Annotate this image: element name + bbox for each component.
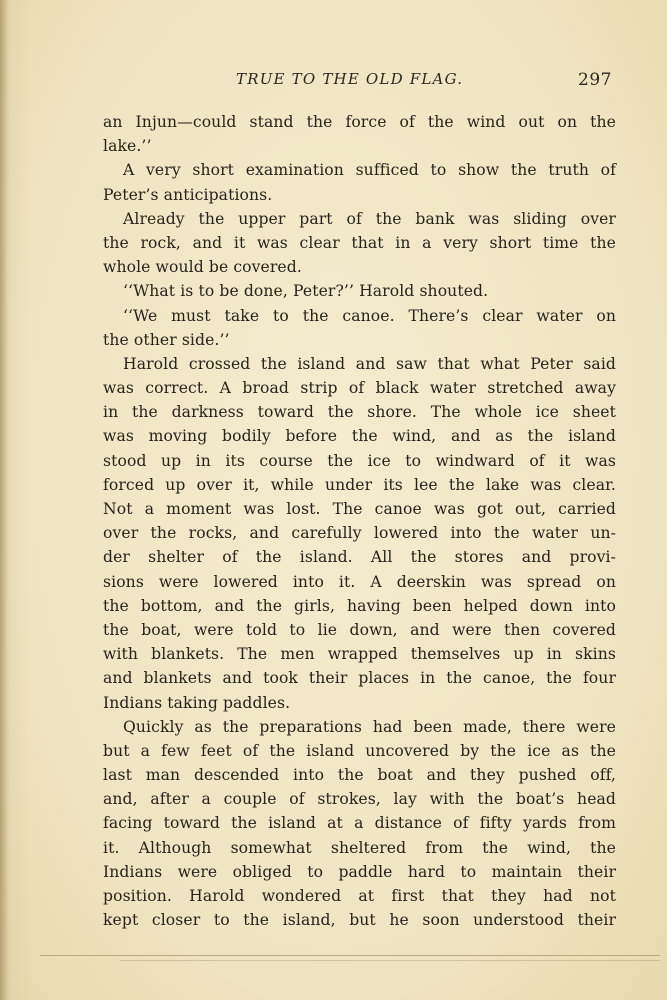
text-line: the bottom, and the girls, having been helped down into xyxy=(103,596,616,615)
text-line: in the darkness toward the shore. The whole ice sheet xyxy=(103,403,616,422)
text-line: ‘‘We must take to the canoe. There’s clear water on xyxy=(123,306,616,325)
text-line: the rock, and it was clear that in a very short time the xyxy=(103,233,616,252)
text-line: Already the upper part of the bank was sliding over xyxy=(123,209,616,228)
text-line: sions were lowered into it. A deerskin was spread on xyxy=(103,572,616,591)
text-line: and blankets and took their places in the canoe, the four xyxy=(103,669,616,688)
text-line: facing toward the island at a distance of fifty yards from xyxy=(103,814,616,833)
text-line: stood up in its course the ice to windward of it was xyxy=(103,451,616,470)
text-line: was correct. A broad strip of black water stretched away xyxy=(103,379,616,398)
text-line: the other side.’’ xyxy=(103,330,230,349)
text-line: an Injun—could stand the force of the wind out on the xyxy=(103,113,616,131)
text-line: with blankets. The men wrapped themselves up in skins xyxy=(103,645,616,664)
text-line: over the rocks, and carefully lowered into the water un- xyxy=(103,524,616,543)
running-title: TRUE TO THE OLD FLAG. xyxy=(236,70,464,88)
body-text xyxy=(103,110,616,932)
text-line: Not a moment was lost. The canoe was got out, carried xyxy=(103,500,616,518)
text-line: der shelter of the island. All the stores and provi- xyxy=(103,548,616,567)
bottom-page-rule xyxy=(40,955,660,956)
text-line: kept closer to the island, but he soon understood their xyxy=(103,911,616,930)
page-number: 297 xyxy=(578,70,612,90)
text-line: it. Although somewhat sheltered from the wind, the xyxy=(103,838,616,857)
page-gutter-shadow xyxy=(0,0,8,1000)
text-line: was moving bodily before the wind, and as the island xyxy=(103,427,616,446)
text-line: Indians were obliged to paddle hard to maintain their xyxy=(103,862,616,881)
text-line: Peter’s anticipations. xyxy=(103,185,273,204)
text-line: Harold crossed the island and saw that what Peter said xyxy=(123,354,616,373)
text-line: A very short examination sufficed to show the truth of xyxy=(123,161,616,180)
text-line: lake.’’ xyxy=(103,137,152,156)
text-line: and, after a couple of strokes, lay with the boat’s head xyxy=(103,790,616,809)
bottom-page-rule-faint xyxy=(120,960,660,961)
text-line: position. Harold wondered at first that they had not xyxy=(103,887,616,905)
text-line: Quickly as the preparations had been made, there were xyxy=(123,717,616,736)
text-line: last man descended into the boat and they pushed off, xyxy=(103,766,616,785)
text-line: ‘‘What is to be done, Peter?’’ Harold shouted. xyxy=(123,282,489,301)
text-line: but a few feet of the island uncovered by the ice as the xyxy=(103,741,616,760)
text-line: forced up over it, while under its lee the lake was clear. xyxy=(103,475,616,494)
text-line: whole would be covered. xyxy=(103,258,302,277)
text-line: the boat, were told to lie down, and were then covered xyxy=(103,620,616,639)
text-line: Indians taking paddles. xyxy=(103,693,291,712)
